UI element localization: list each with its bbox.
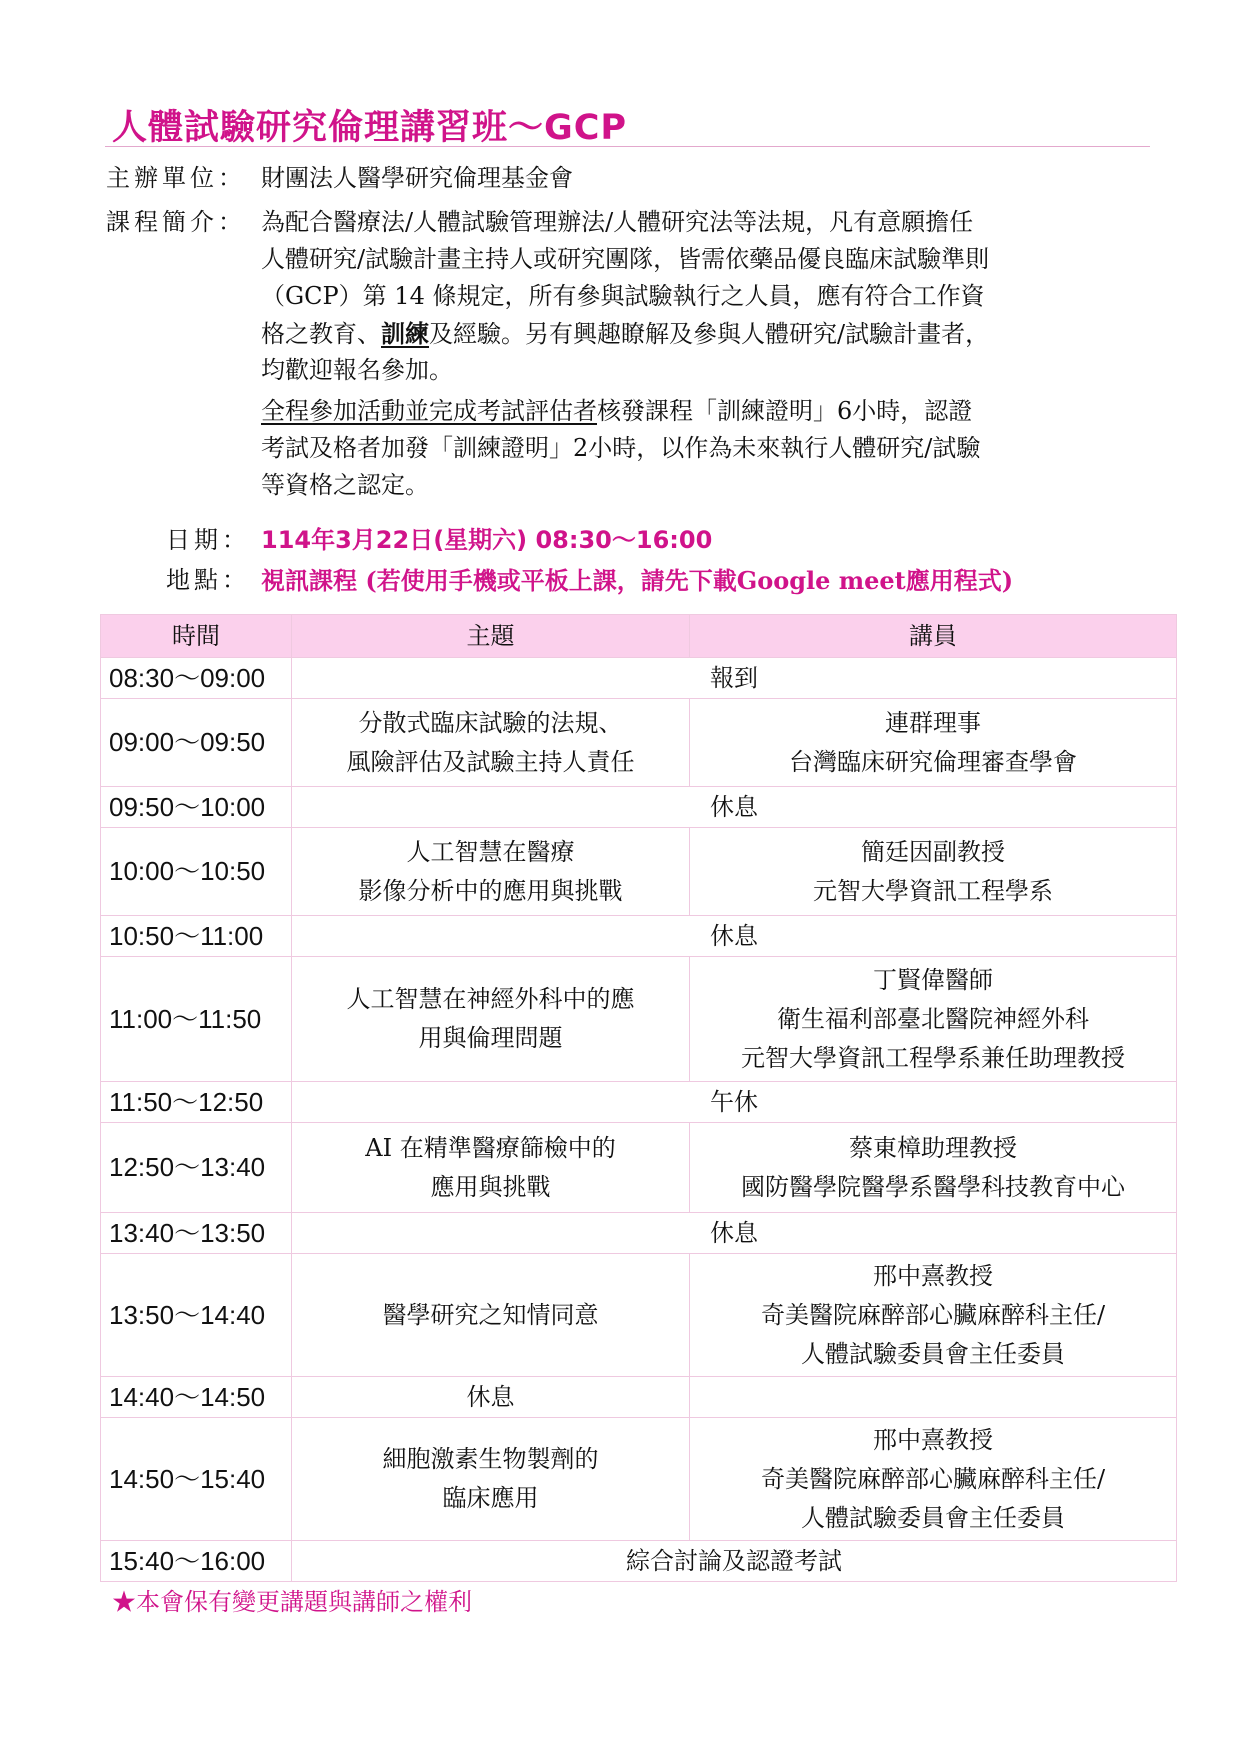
topic-line: AI 在精準醫療篩檢中的 — [365, 1133, 616, 1162]
header-speaker: 講員 — [690, 615, 1177, 658]
speaker-cell — [690, 699, 1177, 787]
disclaimer-note: ★本會保有變更講題與講師之權利 — [112, 1588, 472, 1616]
certificate-text: 核發課程「訓練證明」6小時，認證 — [597, 397, 973, 425]
header-topic: 主題 — [292, 615, 690, 658]
training-emphasis: 訓練 — [381, 319, 429, 348]
header-time: 時間 — [101, 615, 292, 658]
date-label: 日期： — [166, 526, 250, 554]
time-cell: 14:50～15:40 — [101, 1418, 292, 1541]
topic-cell — [292, 828, 690, 916]
speaker-cell — [690, 1123, 1177, 1213]
certificate-line: 考試及格者加發「訓練證明」2小時，以作為未來執行人體研究/試驗 — [261, 434, 981, 462]
certificate-paragraph — [261, 393, 1161, 504]
span-cell: 報到 — [292, 658, 1177, 699]
topic-line: 分散式臨床試驗的法規、 — [358, 708, 623, 737]
intro-line: 均歡迎報名參加。 — [261, 356, 453, 384]
topic-line: 人工智慧在神經外科中的應 — [346, 985, 635, 1013]
table-row — [101, 1213, 1177, 1254]
intro-text: 格之教育、 — [261, 320, 381, 348]
time-cell: 13:40～13:50 — [101, 1213, 292, 1254]
span-cell: 休息 — [292, 916, 1177, 957]
topic-line: 人工智慧在醫療 — [406, 837, 575, 866]
time-cell: 10:50～11:00 — [101, 916, 292, 957]
page-title: 人體試驗研究倫理講習班～GCP — [112, 108, 628, 148]
speaker-line: 台灣臨床研究倫理審查學會 — [789, 747, 1077, 776]
speaker-line: 蔡東樟助理教授 — [849, 1133, 1017, 1162]
certificate-line — [261, 393, 1161, 430]
span-cell: 休息 — [292, 1213, 1177, 1254]
speaker-cell — [690, 1254, 1177, 1377]
time-cell: 14:40～14:50 — [101, 1377, 292, 1418]
table-header-row — [101, 615, 1177, 658]
topic-line: 醫學研究之知情同意 — [382, 1300, 599, 1329]
table-row — [101, 1082, 1177, 1123]
location-label: 地點： — [166, 566, 250, 594]
intro-line: 人體研究/試驗計畫主持人或研究團隊，皆需依藥品優良臨床試驗準則 — [261, 245, 990, 273]
time-cell: 13:50～14:40 — [101, 1254, 292, 1377]
span-cell: 午休 — [292, 1082, 1177, 1123]
speaker-line: 元智大學資訊工程學系 — [813, 876, 1053, 905]
speaker-line: 邢中熹教授 — [873, 1261, 993, 1290]
time-cell: 09:50～10:00 — [101, 787, 292, 828]
topic-line: 風險評估及試驗主持人責任 — [346, 747, 635, 776]
intro-line: 為配合醫療法/人體試驗管理辦法/人體研究法等法規，凡有意願擔任 — [261, 208, 974, 236]
organizer-value: 財團法人醫學研究倫理基金會 — [261, 164, 573, 192]
time-cell: 09:00～09:50 — [101, 699, 292, 787]
speaker-line: 奇美醫院麻醉部心臟麻醉科主任/ — [760, 1300, 1106, 1329]
table-row — [101, 1377, 1177, 1418]
speaker-cell — [690, 1418, 1177, 1541]
time-cell: 12:50～13:40 — [101, 1123, 292, 1213]
speaker-line: 丁賢偉醫師 — [873, 965, 993, 994]
span-cell: 休息 — [292, 787, 1177, 828]
topic-line: 影像分析中的應用與挑戰 — [358, 876, 623, 905]
table-row — [101, 957, 1177, 1082]
table-row — [101, 1254, 1177, 1377]
topic-cell — [292, 1254, 690, 1377]
speaker-line: 邢中熹教授 — [873, 1425, 993, 1454]
table-row — [101, 699, 1177, 787]
topic-cell: 休息 — [292, 1377, 690, 1418]
intro-line — [261, 315, 1161, 352]
time-cell: 15:40～16:00 — [101, 1541, 292, 1582]
organizer-label: 主辦單位： — [106, 164, 246, 192]
table-row — [101, 787, 1177, 828]
span-cell: 綜合討論及認證考試 — [292, 1541, 1177, 1582]
speaker-line: 連群理事 — [885, 708, 981, 737]
speaker-line: 簡廷因副教授 — [861, 837, 1005, 866]
topic-cell — [292, 1123, 690, 1213]
speaker-cell — [690, 1377, 1177, 1418]
speaker-line: 人體試驗委員會主任委員 — [801, 1503, 1065, 1532]
certificate-requirement: 全程參加活動並完成考試評估者 — [261, 397, 597, 425]
intro-paragraph — [261, 204, 1161, 389]
intro-label: 課程簡介： — [106, 208, 246, 236]
table-row — [101, 1541, 1177, 1582]
topic-line: 應用與挑戰 — [430, 1172, 551, 1201]
date-value: 114年3月22日(星期六) 08:30～16:00 — [261, 526, 713, 554]
topic-cell — [292, 957, 690, 1082]
topic-line: 臨床應用 — [442, 1484, 539, 1512]
speaker-line: 元智大學資訊工程學系兼任助理教授 — [741, 1043, 1125, 1072]
location-value: 視訊課程 (若使用手機或平板上課，請先下載Google meet應用程式) — [261, 566, 1014, 595]
speaker-line: 衛生福利部臺北醫院神經外科 — [777, 1004, 1089, 1033]
title-divider — [105, 146, 1150, 147]
table-row — [101, 1418, 1177, 1541]
topic-cell — [292, 699, 690, 787]
topic-line: 細胞激素生物製劑的 — [382, 1445, 599, 1473]
topic-cell — [292, 1418, 690, 1541]
speaker-line: 人體試驗委員會主任委員 — [801, 1339, 1065, 1368]
time-cell: 10:00～10:50 — [101, 828, 292, 916]
time-cell: 08:30～09:00 — [101, 658, 292, 699]
topic-line: 用與倫理問題 — [418, 1024, 563, 1052]
table-row — [101, 1123, 1177, 1213]
speaker-line: 奇美醫院麻醉部心臟麻醉科主任/ — [760, 1464, 1106, 1493]
schedule-table — [100, 614, 1177, 1582]
time-cell: 11:00～11:50 — [101, 957, 292, 1082]
time-cell: 11:50～12:50 — [101, 1082, 292, 1123]
certificate-line: 等資格之認定。 — [261, 471, 429, 499]
speaker-cell — [690, 957, 1177, 1082]
table-row — [101, 916, 1177, 957]
speaker-line: 國防醫學院醫學系醫學科技教育中心 — [741, 1172, 1125, 1201]
intro-text: 及經驗。另有興趣瞭解及參與人體研究/試驗計畫者， — [429, 320, 990, 348]
table-row — [101, 658, 1177, 699]
intro-line: （GCP）第 14 條規定，所有參與試驗執行之人員，應有符合工作資 — [261, 282, 985, 310]
table-row — [101, 828, 1177, 916]
speaker-cell — [690, 828, 1177, 916]
